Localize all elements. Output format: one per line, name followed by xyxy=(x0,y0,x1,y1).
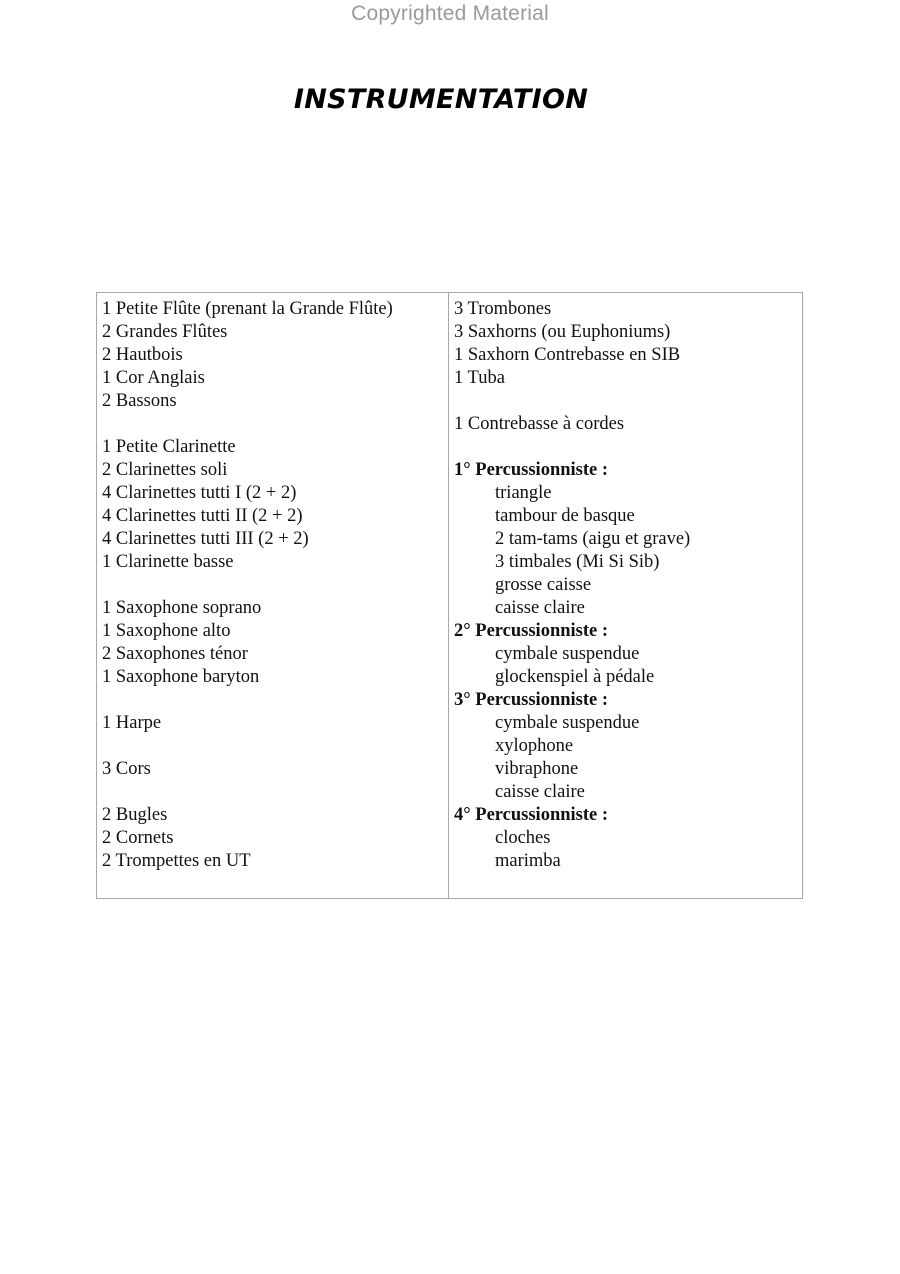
percussionist-heading: 4° Percussionniste : xyxy=(454,805,609,825)
instrument-entry: 2 Clarinettes soli xyxy=(102,460,228,480)
instrument-entry: 4 Clarinettes tutti II (2 + 2) xyxy=(102,506,303,526)
page-title: INSTRUMENTATION xyxy=(293,84,589,115)
instrument-entry: 1 Harpe xyxy=(102,713,162,733)
instrument-entry: 1 Contrebasse à cordes xyxy=(454,414,625,434)
instrument-entry: 1 Saxophone alto xyxy=(102,621,231,641)
copyright-watermark: Copyrighted Material xyxy=(351,2,549,25)
group-spacer xyxy=(102,781,448,804)
group-spacer xyxy=(102,574,448,597)
instrument-entry: 2 Bugles xyxy=(102,805,168,825)
instrument-entry: 2 Trompettes en UT xyxy=(102,851,251,871)
instrument-entry: 1 Clarinette basse xyxy=(102,552,234,572)
percussion-instrument: cymbale suspendue xyxy=(495,644,640,664)
percussion-instrument: glockenspiel à pédale xyxy=(495,667,655,687)
instrument-entry: 2 Cornets xyxy=(102,828,174,848)
instrument-entry: 1 Saxhorn Contrebasse en SIB xyxy=(454,345,681,365)
instrument-entry: 1 Cor Anglais xyxy=(102,368,205,388)
group-spacer xyxy=(454,390,802,413)
instrument-entry: 1 Saxophone soprano xyxy=(102,598,262,618)
percussion-instrument: 3 timbales (Mi Si Sib) xyxy=(495,552,660,572)
group-spacer xyxy=(102,735,448,758)
percussion-instrument: grosse caisse xyxy=(495,575,592,595)
percussion-instrument: cymbale suspendue xyxy=(495,713,640,733)
group-spacer xyxy=(102,413,448,436)
instrument-entry: 3 Trombones xyxy=(454,299,552,319)
percussion-instrument: 2 tam-tams (aigu et grave) xyxy=(495,529,691,549)
group-spacer xyxy=(454,436,802,459)
instrument-entry: 1 Petite Flûte (prenant la Grande Flûte) xyxy=(102,299,393,319)
instrument-entry: 1 Saxophone baryton xyxy=(102,667,260,687)
percussion-instrument: xylophone xyxy=(495,736,574,756)
instrumentation-table xyxy=(96,292,803,899)
percussion-instrument: triangle xyxy=(495,483,552,503)
instrument-entry: 2 Hautbois xyxy=(102,345,183,365)
instrument-entry: 1 Petite Clarinette xyxy=(102,437,236,457)
instrument-entry: 4 Clarinettes tutti I (2 + 2) xyxy=(102,483,297,503)
right-column xyxy=(449,293,802,898)
instrument-entry: 4 Clarinettes tutti III (2 + 2) xyxy=(102,529,309,549)
instrument-entry: 2 Bassons xyxy=(102,391,177,411)
instrument-entry: 1 Tuba xyxy=(454,368,505,388)
percussion-instrument: tambour de basque xyxy=(495,506,635,526)
percussion-instrument: vibraphone xyxy=(495,759,579,779)
instrument-entry: 3 Saxhorns (ou Euphoniums) xyxy=(454,322,671,342)
group-spacer xyxy=(102,689,448,712)
percussion-instrument: caisse claire xyxy=(495,782,585,802)
percussionist-heading: 3° Percussionniste : xyxy=(454,690,609,710)
percussion-instrument: cloches xyxy=(495,828,551,848)
percussion-instrument: caisse claire xyxy=(495,598,585,618)
instrument-entry: 2 Grandes Flûtes xyxy=(102,322,228,342)
left-column xyxy=(97,293,449,898)
percussionist-heading: 2° Percussionniste : xyxy=(454,621,609,641)
percussion-instrument: marimba xyxy=(495,851,561,871)
instrument-entry: 3 Cors xyxy=(102,759,151,779)
instrument-entry: 2 Saxophones ténor xyxy=(102,644,248,664)
percussionist-heading: 1° Percussionniste : xyxy=(454,460,609,480)
